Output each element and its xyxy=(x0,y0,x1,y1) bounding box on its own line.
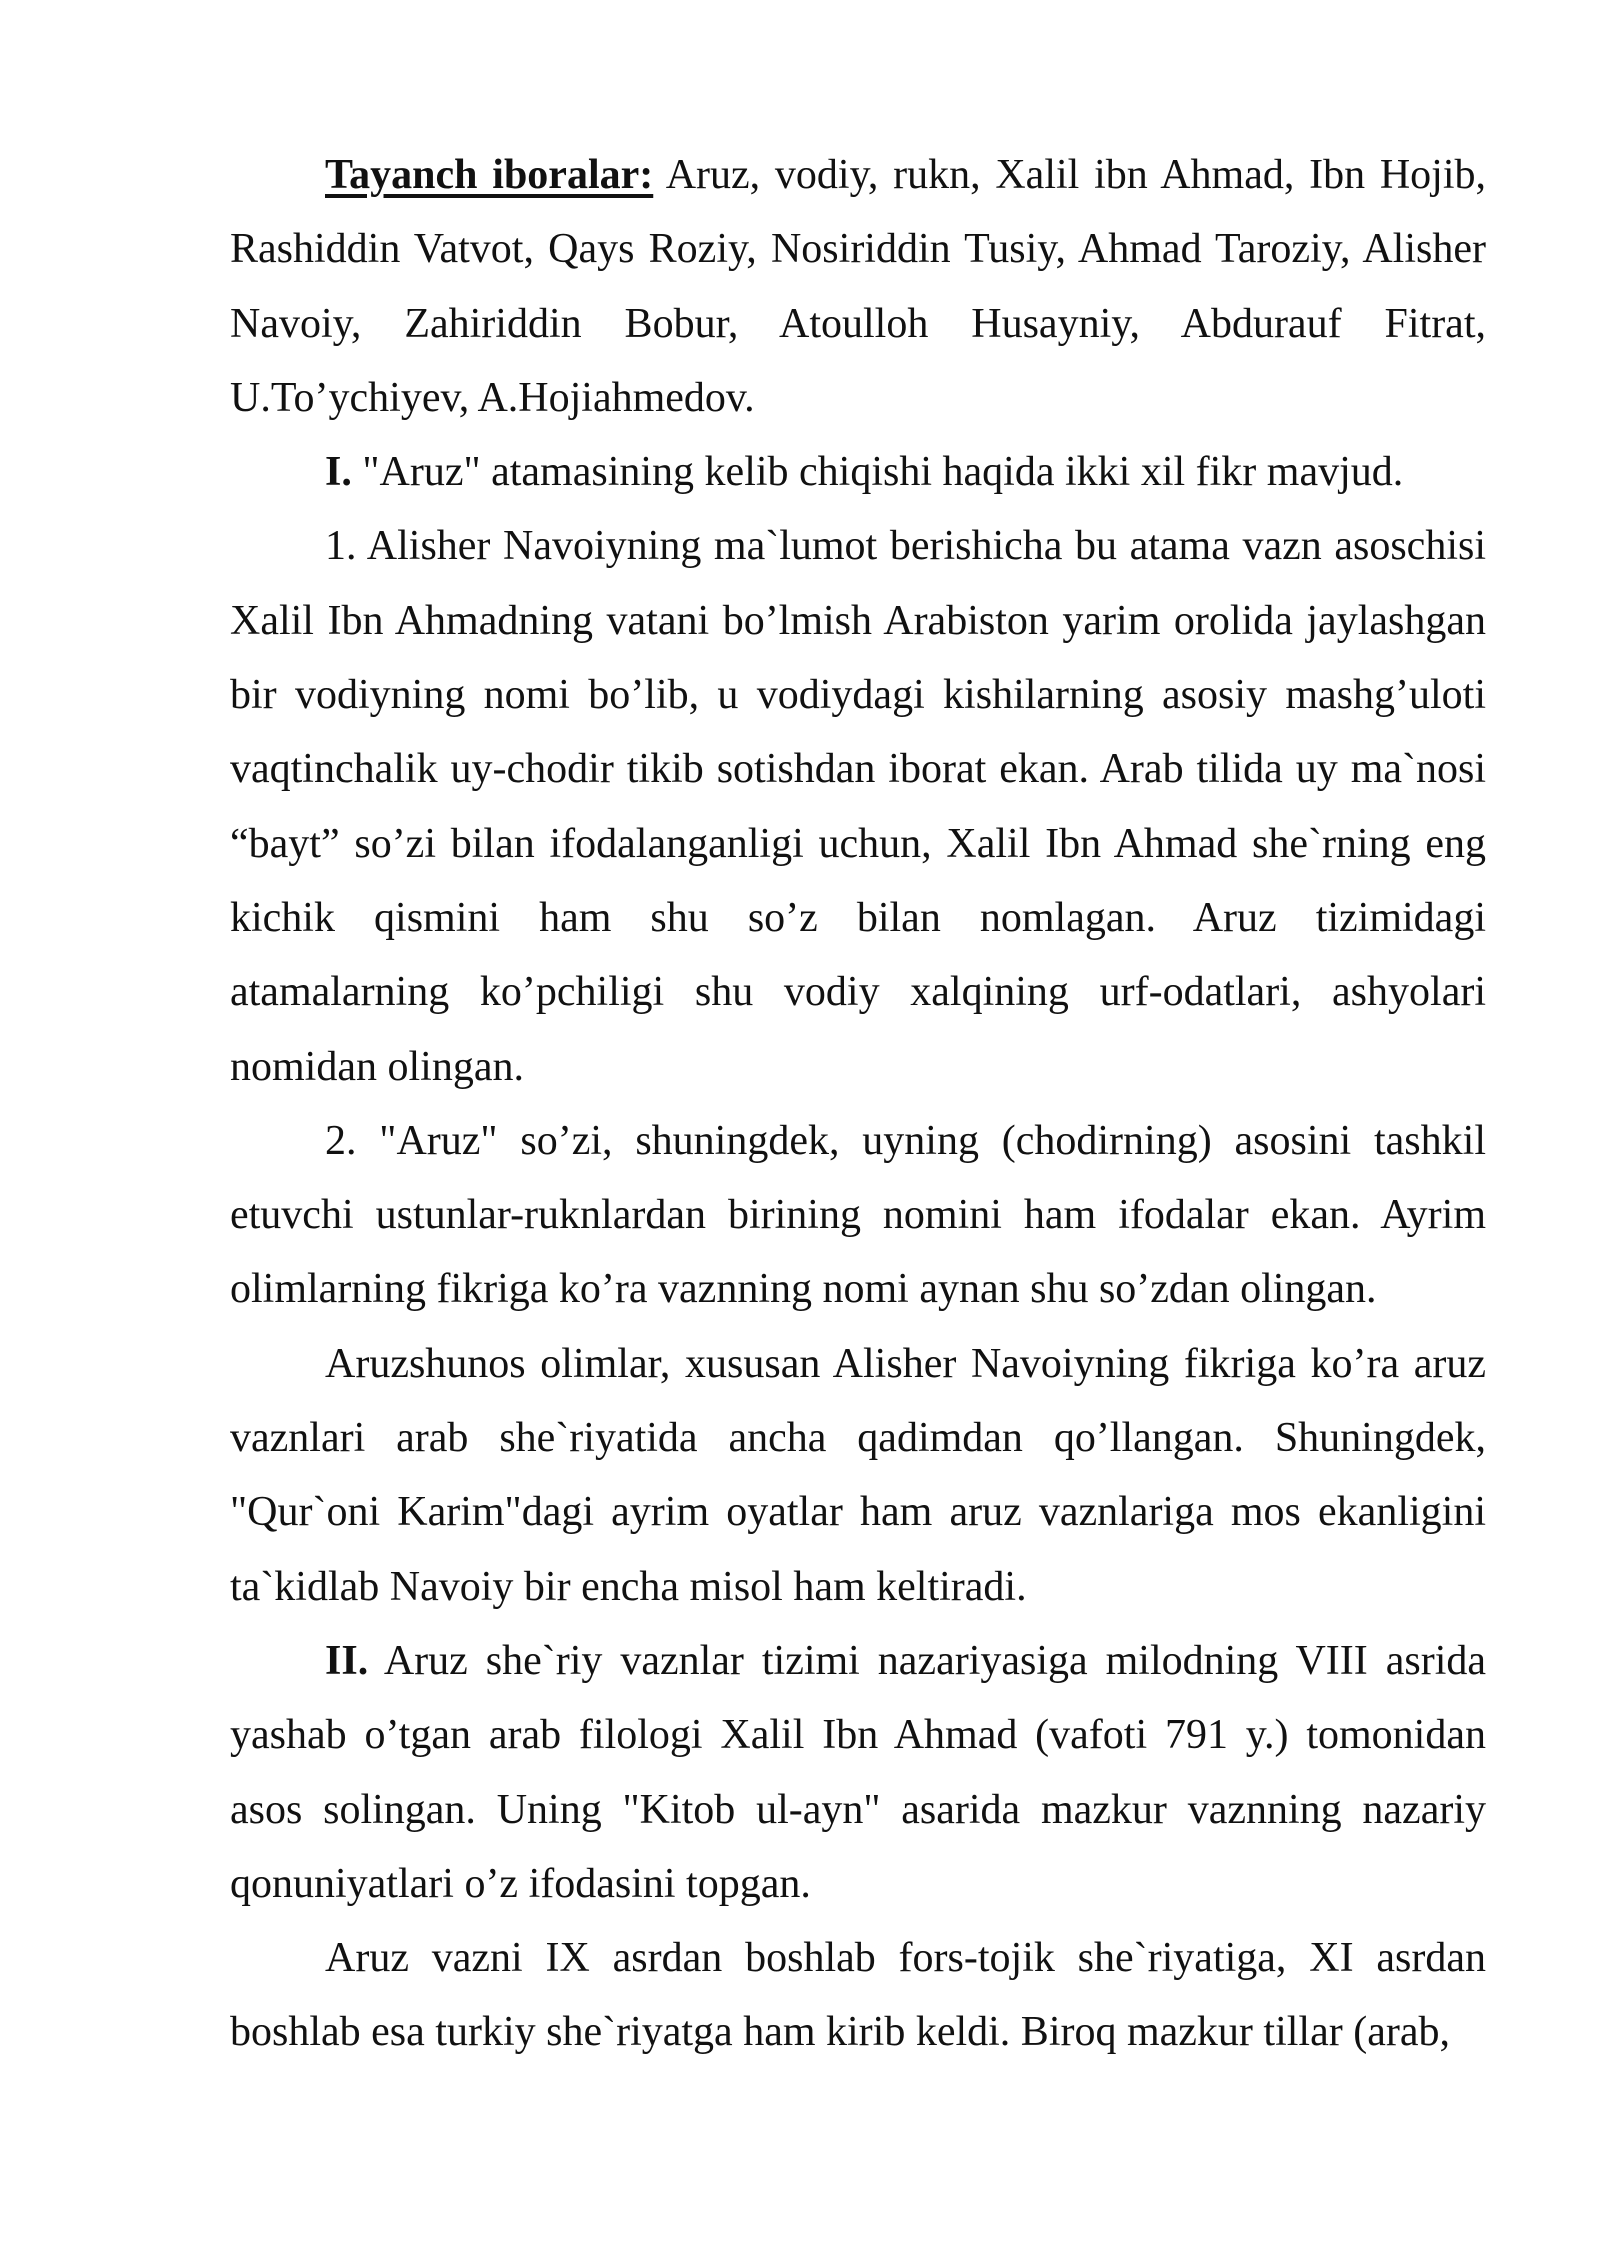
section-1-numeral: I. xyxy=(325,449,352,496)
section-2-text: Aruz she`riy vaznlar tizimi nazariyasiga milodning VIII asrida yashab o’tgan arab filologi Xalil Ibn Ahmad (vafoti 791 y.) tomonidan asos solingan. Uning "Kitob ul-ayn" asarida mazkur vaznning nazariy qonuniyatlari o’z ifodasini topgan. xyxy=(230,1637,1486,1907)
section-1-text: "Aruz" atamasining kelib chiqishi haqida ikki xil fikr mavjud. xyxy=(351,449,1404,496)
section-2-numeral: II. xyxy=(325,1637,369,1684)
keywords-heading: Tayanch iboralar: xyxy=(325,152,654,198)
section-1-paragraph xyxy=(230,435,1486,509)
aruzshunos-paragraph: Aruzshunos olimlar, xususan Alisher Navoiyning fikriga ko’ra aruz vaznlari arab she`riyatida ancha qadimdan qo’llangan. Shuningdek, "Qur`oni Karim"dagi ayrim oyatlar ham aruz vaznlariga mos ekanligini ta`kidlab Navoiy bir encha misol ham keltiradi. xyxy=(230,1340,1486,1610)
item-1-paragraph: 1. Alisher Navoiyning ma`lumot berishicha bu atama vazn asoschisi Xalil Ibn Ahmadning vatani bo’lmish Arabiston yarim orolida jaylashgan bir vodiyning nomi bo’lib, u vodiydagi kishilarning asosiy mashg’uloti vaqtinchalik uy-chodir tikib sotishdan iborat ekan. Arab tilida uy ma`nosi “bayt” so’zi bilan ifodalanganligi uchun, Xalil Ibn Ahmad she`rning eng kichik qismini ham shu so’z bilan nomlagan. Aruz tizimidagi atamalarning ko’pchiligi shu vodiy xalqining urf-odatlari, ashyolari nomidan olingan. xyxy=(230,523,1486,1090)
section-2-paragraph xyxy=(230,1624,1486,1921)
keywords-text: Aruz, vodiy, rukn, Xalil ibn Ahmad, Ibn Hojib, Rashiddin Vatvot, Qays Roziy, Nosiriddin Tusiy, Ahmad Taroziy, Alisher Navoiy, Zahiriddin Bobur, Atoulloh Husayniy, Abdurauf Fitrat, U.To’ychiyev, A.Hojiahmedov. xyxy=(230,152,1487,421)
item-2-paragraph: 2. "Aruz" so’zi, shuningdek, uyning (chodirning) asosini tashkil etuvchi ustunlar-ruknlardan birining nomini ham ifodalar ekan. Ayrim olimlarning fikriga ko’ra vaznning nomi aynan shu so’zdan olingan. xyxy=(230,1117,1486,1313)
keywords-paragraph xyxy=(230,138,1486,435)
document-page xyxy=(230,138,1486,2070)
aruz-vazni-paragraph: Aruz vazni IX asrdan boshlab fors-tojik she`riyatiga, XI asrdan boshlab esa turkiy she`riyatga ham kirib keldi. Biroq mazkur tillar (arab, xyxy=(230,1935,1486,2056)
